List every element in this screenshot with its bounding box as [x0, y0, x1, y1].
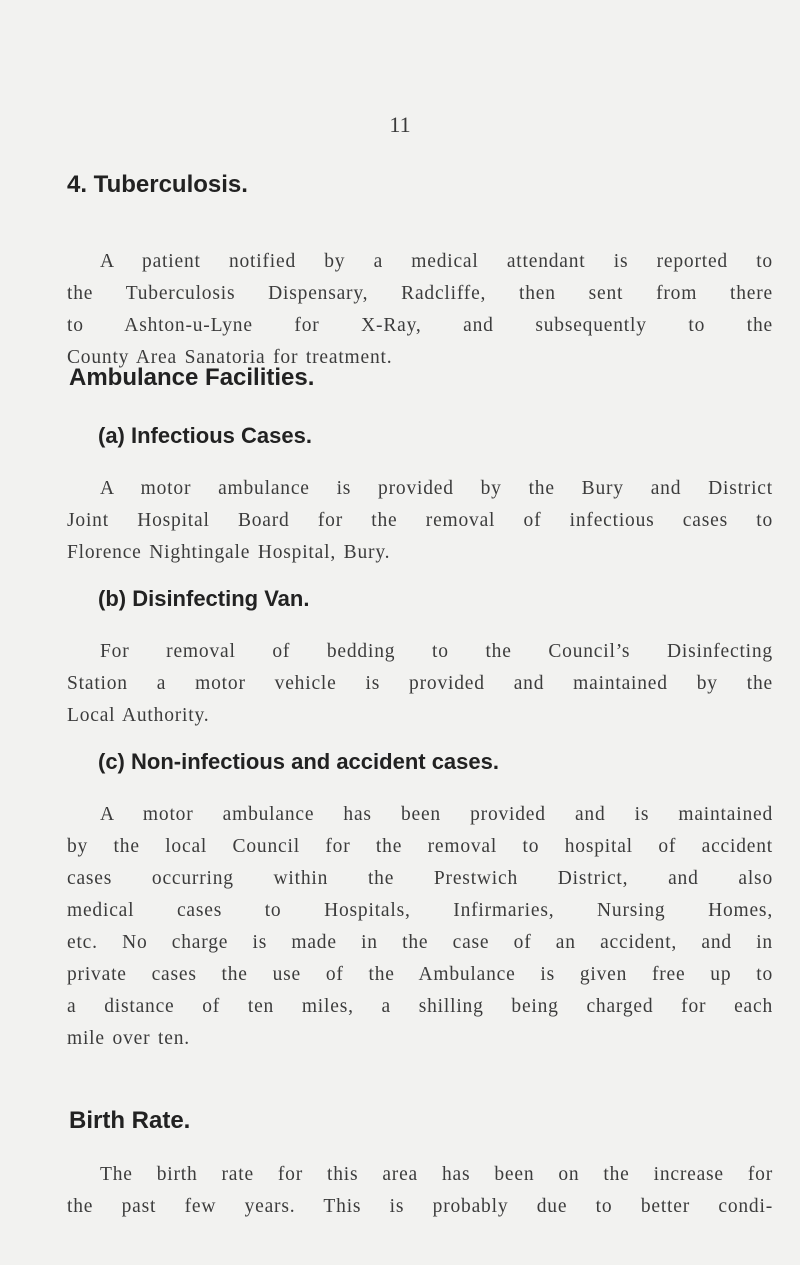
paragraph-line: A motor ambulance is provided by the Bury and District: [100, 478, 773, 499]
paragraph-line: County Area Sanatoria for treatment.: [67, 347, 393, 368]
page-number: 11: [389, 112, 411, 137]
paragraph-line: Joint Hospital Board for the removal of infectious cases to: [67, 510, 773, 531]
paragraph-line: the past few years. This is probably due to better condi-: [67, 1196, 773, 1217]
paragraph-line: a distance of ten miles, a shilling being charged for each: [67, 996, 773, 1017]
birth-rate-heading: Birth Rate.: [69, 1107, 191, 1134]
infectious-cases-heading: (a) Infectious Cases.: [98, 423, 312, 448]
paragraph-line: A patient notified by a medical attendant is reported to: [100, 251, 773, 272]
paragraph-line: For removal of bedding to the Council’s Disinfecting: [100, 641, 773, 662]
disinfecting-van-heading: (b) Disinfecting Van.: [98, 586, 310, 611]
tuberculosis-heading: 4. Tuberculosis.: [67, 171, 248, 198]
paragraph-line: the Tuberculosis Dispensary, Radcliffe, then sent from there: [67, 283, 773, 304]
paragraph-line: The birth rate for this area has been on the increase for: [100, 1164, 773, 1185]
non-infectious-cases-paragraph: [67, 799, 773, 1055]
paragraph-line: A motor ambulance has been provided and is maintained: [100, 804, 773, 825]
disinfecting-van-paragraph: [67, 636, 773, 732]
paragraph-line: by the local Council for the removal to hospital of accident: [67, 836, 773, 857]
paragraph-line: private cases the use of the Ambulance is given free up to: [67, 964, 773, 985]
paragraph-line: Local Authority.: [67, 705, 210, 726]
paragraph-line: etc. No charge is made in the case of an accident, and in: [67, 932, 773, 953]
paragraph-line: medical cases to Hospitals, Infirmaries, Nursing Homes,: [67, 900, 773, 921]
infectious-cases-paragraph: [67, 473, 773, 569]
paragraph-line: mile over ten.: [67, 1028, 190, 1049]
ambulance-heading: Ambulance Facilities.: [69, 364, 315, 391]
paragraph-line: cases occurring within the Prestwich District, and also: [67, 868, 773, 889]
tuberculosis-paragraph: [67, 246, 773, 374]
birth-rate-paragraph: [67, 1159, 773, 1223]
paragraph-line: to Ashton-u-Lyne for X-Ray, and subsequently to the: [67, 315, 773, 336]
paragraph-line: Station a motor vehicle is provided and maintained by the: [67, 673, 773, 694]
paragraph-line: Florence Nightingale Hospital, Bury.: [67, 542, 391, 563]
non-infectious-cases-heading: (c) Non-infectious and accident cases.: [98, 749, 499, 774]
